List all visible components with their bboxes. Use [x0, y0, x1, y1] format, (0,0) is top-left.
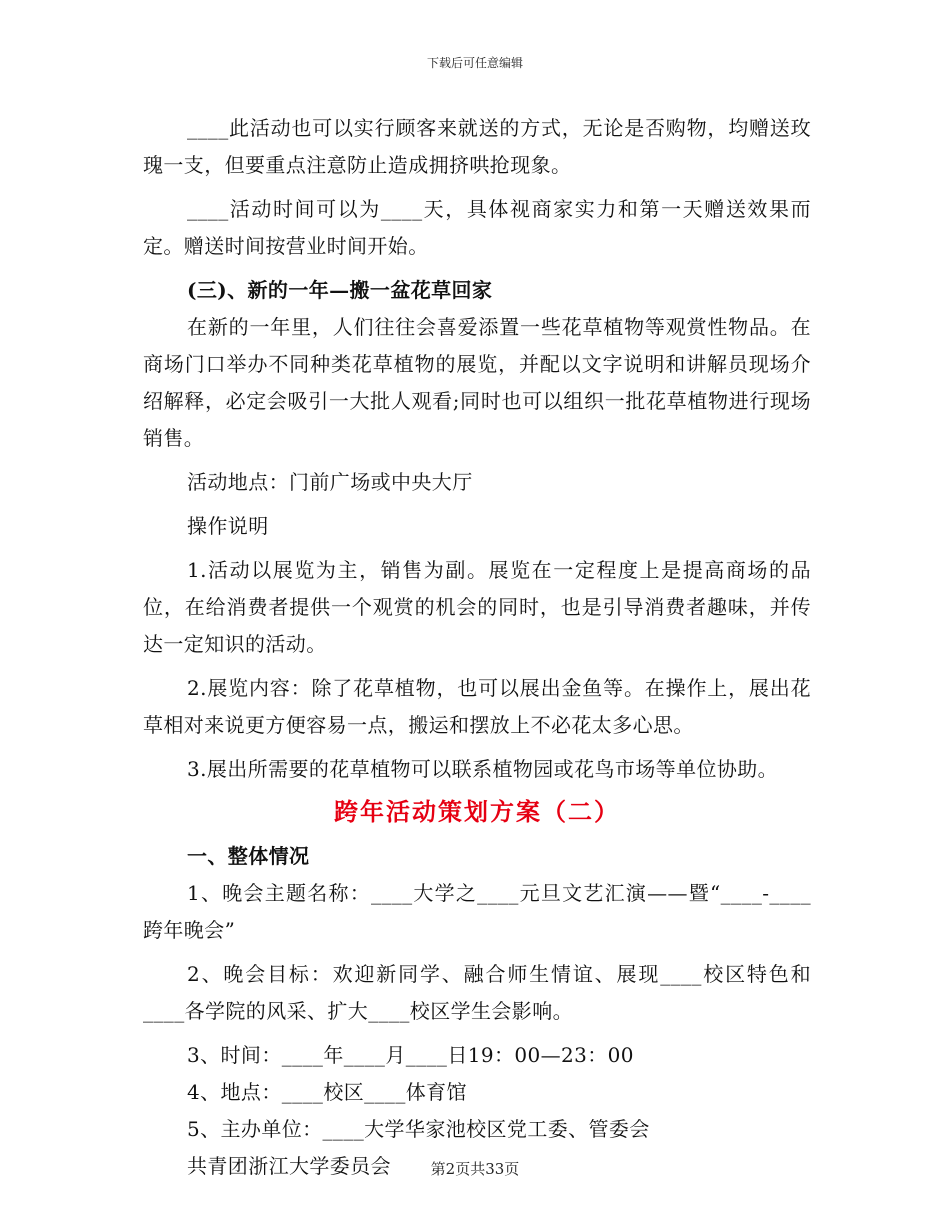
operation-item: 3.展出所需要的花草植物可以联系植物园或花鸟市场等单位协助。	[187, 757, 779, 781]
operations-title: 操作说明	[187, 514, 269, 538]
list-item: 共青团浙江大学委员会	[187, 1154, 391, 1178]
plan-title: 跨年活动策划方案（二）	[334, 797, 620, 826]
document-body	[143, 110, 811, 1185]
page-header: 下载后可任意编辑	[426, 56, 523, 70]
paragraph: 在新的一年里，人们往往会喜爱添置一些花草植物等观赏性物品。在商场门口举办不同种类花草植物的展览，并配以文字说明和讲解员现场介绍解释，必定会吸引一大批人观看;同时也可以组织一批花草植物进行现场销售。	[143, 315, 811, 450]
activity-location: 活动地点：门前广场或中央大厅	[187, 470, 473, 494]
operation-item: 1.活动以展览为主，销售为副。展览在一定程度上是提高商场的品位，在给消费者提供一个观赏的机会的同时，也是引导消费者趣味，并传达一定知识的活动。	[143, 558, 811, 656]
section-heading: 一、整体情况	[187, 844, 310, 868]
list-item: 5、主办单位：____大学华家池校区党工委、管委会	[187, 1117, 650, 1141]
operation-item: 2.展览内容：除了花草植物，也可以展出金鱼等。在操作上，展出花草相对来说更方便容易一点，搬运和摆放上不必花太多心思。	[143, 676, 811, 737]
paragraph: ____此活动也可以实行顾客来就送的方式，无论是否购物，均赠送玫瑰一支，但要重点注意防止造成拥挤哄抢现象。	[143, 116, 811, 177]
section-heading: (三)、新的一年—搬一盆花草回家	[187, 278, 493, 302]
list-item: 2、晚会目标：欢迎新同学、融合师生情谊、展现____校区特色和____各学院的风采、扩大____校区学生会影响。	[143, 962, 811, 1023]
list-item: 4、地点：____校区____体育馆	[187, 1080, 467, 1104]
list-item: 1、晚会主题名称：____大学之____元旦文艺汇演——暨“____-____跨年晚会”	[143, 881, 811, 942]
paragraph: ____活动时间可以为____天，具体视商家实力和第一天赠送效果而定。赠送时间按营业时间开始。	[143, 197, 811, 258]
page-footer: 第2页共33页	[430, 1160, 520, 1178]
list-item: 3、时间：____年____月____日19：00—23：00	[187, 1043, 634, 1067]
